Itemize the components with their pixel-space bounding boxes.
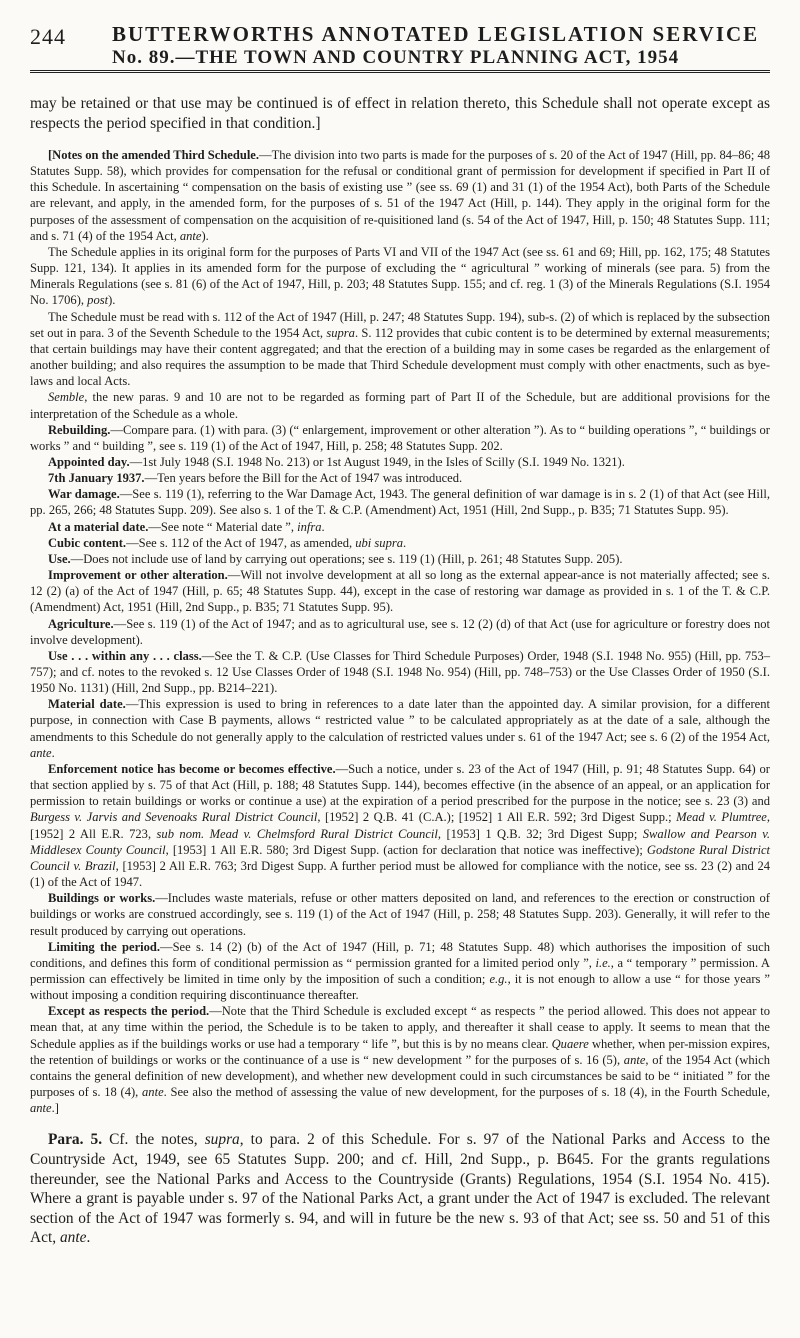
para-5-label: Para. 5. [48,1131,103,1149]
note-appointed-day: Appointed day.—1st July 1948 (S.I. 1948 No. 213) or 1st August 1949, in the Isles of Scilly (S.I. 1949 No. 1321). [48,454,625,469]
notes-paragraph-3: The Schedule must be read with s. 112 of the Act of 1947 (Hill, p. 247; 48 Statutes Supp. 194), sub-s. (2) of which is replaced by the subsection set out in para. 3 of the Seventh Schedule to the 1954 Act, supra. S. 112 provides that cubic content is to be determined by external measurements; that certain buildings may have their content aggregated; and that the erection of a building may in some cases be regarded as the enlargement of another building; and also requires the assumption to be made that Third Schedule development must comply with other enactments, such as bye-laws and local Acts. [30,309,771,389]
notes-heading: [Notes on the amended Third Schedule. [48,148,260,162]
note-rebuilding: Rebuilding.—Compare para. (1) with para. (3) (“ enlargement, improvement or other alteration ”). As to “ building operations ”, “ buildings or works ” and “ building ”, see s. 119 (1) of the Act of 1947, Hill, p. 258; 48 Statutes Supp. 202. [30,422,770,453]
notes-section [30,147,770,1116]
para-5-note: Para. 5. Cf. the notes, supra, to para. 2 of this Schedule. For s. 97 of the National Parks and Access to the Countryside Act, 1949, see 65 Statutes Supp. 200; and cf. Hill, 2nd Supp., p. B645. For the grants regulations thereunder, see the National Parks and Access to the Countryside (Grants) Regulations, 1954 (S.I. 1954 No. 415). Where a grant is payable under s. 97 of the National Parks Act, a grant under the Act of 1947 is excluded. The relevant section of the Act of 1947 was formerly s. 94, and will in future be the new s. 93 of that Act; see ss. 50 and 51 of this Act, ante. [30,1131,771,1247]
note-agriculture: Agriculture.—See s. 119 (1) of the Act of 1947; and as to agricultural use, see s. 12 (2) (d) of that Act (use for agriculture or forestry does not involve development). [30,616,770,647]
notes-paragraph-1: [Notes on the amended Third Schedule.—The division into two parts is made for the purposes of s. 20 of the Act of 1947 (Hill, pp. 84–86; 48 Statutes Supp. 58), which provides for compensation for the refusal or conditional grant of permission for development if specified in Part II of this Schedule. In ascertaining “ compensation on the basis of existing use ” (see ss. 69 (1) and 31 (1) of the 1954 Act), both Parts of the Schedule are relevant, and apply, in the amended form, for the purposes of s. 51 of the 1947 Act (Hill, p. 144). They apply in the original form for the purposes of the assessment of compensation on the acquisition of re-quisitioned land (s. 54 of the Act of 1947, Hill, p. 150; 48 Statutes Supp. 111; and s. 71 (4) of the 1954 Act, ante). [30,148,771,243]
note-material-date: Material date.—This expression is used to bring in references to a date later than the appointed day. A similar provision, for a different purpose, in connection with Case B payments, allows “ restricted value ” to be calculated appropriately as at the date of a sale, although the amendments to this Schedule do not generally apply to the calculation of restricted values under s. 61 of the 1947 Act; see s. 6 (2) of the 1954 Act, ante. [30,697,771,760]
header-rule [30,70,770,73]
page-number: 244 [30,24,66,49]
note-war-damage: War damage.—See s. 119 (1), referring to the War Damage Act, 1943. The general definition of war damage is in s. 2 (1) of that Act (see Hill, pp. 265, 266; 48 Statutes Supp. 209). See also s. 1 of the T. & C.P. (Amendment) Act, 1951 (Hill, 2nd Supp., p. B35; 71 Statutes Supp. 95). [30,487,770,518]
note-use-within-class: Use . . . within any . . . class.—See the T. & C.P. (Use Classes for Third Schedule Purposes) Order, 1948 (S.I. 1948 No. 955) (Hill, pp. 753–757); and cf. notes to the revoked s. 12 Use Classes Order of 1948 (S.I. 1948 No. 954) (Hill, pp. 748–753) or the Use Classes Order of 1950 (S.I. 1950 No. 1131) (Hill, 2nd Supp., pp. B214–221). [30,648,770,696]
notes-paragraph-2: The Schedule applies in its original form for the purposes of Parts VI and VII of the 1947 Act (see ss. 61 and 69; Hill, pp. 162, 175; 48 Statutes Supp. 121, 134). It applies in its amended form for the purpose of excluding the “ agricultural ” working of minerals (see para. 5) from the Minerals Regulations (see s. 81 (6) of the Act of 1947, Hill, p. 203; 48 Statutes Supp. 155; and cf. reg. 1 (3) of the Minerals Regulations (S.I. 1954 No. 1706), post). [30,244,770,308]
note-use: Use.—Does not include use of land by carrying out operations; see s. 119 (1) (Hill, p. 261; 48 Statutes Supp. 205). [48,551,623,566]
note-buildings-or-works: Buildings or works.—Includes waste materials, refuse or other matters deposited on land, and references to the erection or construction of buildings or works are construed accordingly, see s. 119 (1) of the Act of 1947 (Hill, p. 258; 48 Statutes Supp. 203). Generally, it will refer to the result produced by carrying out operations. [30,891,770,938]
notes-paragraph-4: Semble, the new paras. 9 and 10 are not to be regarded as forming part of Part II of the Schedule, but are additional provisions for the interpretation of the Schedule as a whole. [30,390,770,421]
note-limiting-the-period: Limiting the period.—See s. 14 (2) (b) of the Act of 1947 (Hill, p. 71; 48 Statutes Supp. 48) which authorises the imposition of such conditions, and defines this form of conditional permission as “ permission granted for a limited period only ”, i.e., a “ temporary ” permission. A permission can effectively be limited in time only by the imposition of such a condition; e.g., it is not enough to allow a use “ for those years ” without imposing a condition requiring discontinuance thereafter. [30,939,771,1003]
note-improvement: Improvement or other alteration.—Will not involve development at all so long as the external appear-ance is not materially affected; see s. 12 (2) (a) of the Act of 1947 (Hill, p. 65; 48 Statutes Supp. 44), except in the case of restoring war damage as provided in s. 1 of the T. & C.P. (Amendment) Act, 1951 (Hill, 2nd Supp., p. B35; 71 Statutes Supp. 95). [30,568,770,615]
note-7th-january-1937: 7th January 1937.—Ten years before the Bill for the Act of 1947 was introduced. [48,471,463,486]
note-cubic-content: Cubic content.—See s. 112 of the Act of 1947, as amended, ubi supra. [48,535,407,550]
running-head: BUTTERWORTHS ANNOTATED LEGISLATION SERVICE [112,22,760,46]
note-except-as-respects-period: Except as respects the period.—Note that the Third Schedule is excluded except “ as respects ” the period allowed. This does not appear to mean that, at any time within the period, the Schedule is to be taken to apply, and thereafter it shall cease to apply. It seems to mean that the Schedule applies as if the buildings works or use had a temporary “ life ”, but this is by no means clear. Quaere whether, when per-mission expires, the retention of buildings or works or the continuance of a use is “ new development ” for the purposes of s. 16 (5), ante, of the 1954 Act (which contains the general definition of new development), and whether new development could in such circumstances be said to be “ initiated ” for the purposes of s. 18 (4), ante. See also the method of assessing the value of new development, for the purposes of s. 18 (4), in the Fourth Schedule, ante.] [30,1004,771,1116]
lead-paragraph: may be retained or that use may be continued is of effect in relation thereto, this Schedule shall not operate except as respects the period specified in that condition.] [30,95,770,132]
header-subtitle: No. 89.—THE TOWN AND COUNTRY PLANNING ACT, 1954 [112,47,680,68]
note-at-a-material-date: At a material date.—See note “ Material date ”, infra. [48,519,325,534]
note-enforcement-notice: Enforcement notice has become or becomes effective.—Such a notice, under s. 23 of the Act of 1947 (Hill, p. 91; 48 Statutes Supp. 64) or that section applied by s. 75 of that Act (Hill, p. 188; 48 Statutes Supp. 144), becomes effective (in the absence of an appeal, or an application for permission to retain buildings or works or continue a use) at the expiration of a period prescribed for the purpose in the notice; see s. 23 (3) and Burgess v. Jarvis and Sevenoaks Rural District Council, [1952] 2 Q.B. 41 (C.A.); [1952] 1 All E.R. 592; 3rd Digest Supp.; Mead v. Plumtree, [1952] 2 All E.R. 723, sub nom. Mead v. Chelmsford Rural District Council, [1953] 1 Q.B. 32; 3rd Digest Supp; Swallow and Pearson v. Middlesex County Council, [1953] 1 All E.R. 580; 3rd Digest Supp. (action for declaration that notice was ineffective); Godstone Rural District Council v. Brazil, [1953] 2 All E.R. 763; 3rd Digest Supp. A further period must be allowed for compliance with the notice, see ss. 23 (2) and 24 (1) of the Act of 1947. [30,761,771,890]
page-header [30,18,770,68]
